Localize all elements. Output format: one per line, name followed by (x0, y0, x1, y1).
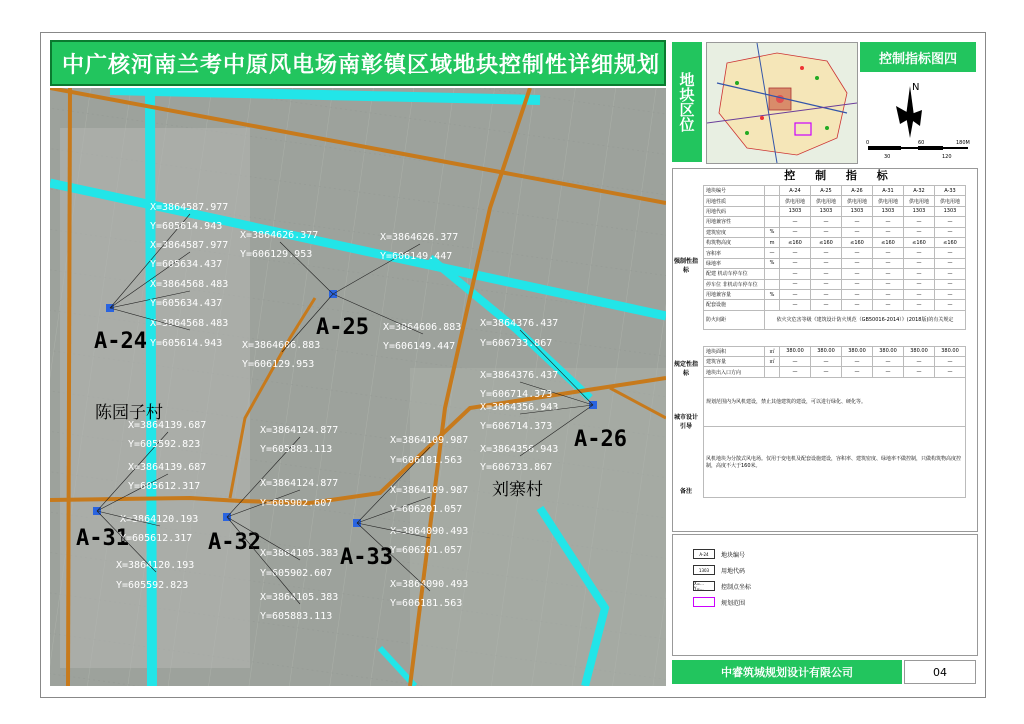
coordinate-label: Y=606201.057 (390, 545, 463, 556)
table-cell: 供电用地 (904, 196, 935, 206)
company-name: 中睿筑城规划设计有限公司 (672, 660, 902, 684)
legend-label: 规划范围 (721, 599, 746, 607)
legend-item (693, 597, 745, 607)
table-cell: — (935, 289, 966, 299)
page-number: 04 (904, 660, 976, 684)
table-cell: 供电用地 (935, 196, 966, 206)
coordinate-label: Y=605902.607 (260, 498, 333, 509)
table-cell: — (873, 258, 904, 268)
table-cell: — (873, 300, 904, 310)
table-cell: — (780, 300, 811, 310)
table-cell: 防火间距 (704, 310, 765, 329)
table-cell: — (904, 258, 935, 268)
table-cell: — (904, 248, 935, 258)
coordinate-label: Y=605614.943 (150, 221, 223, 232)
table-cell: 380.00 (811, 346, 842, 356)
coordinate-label: X=3864376.437 (480, 318, 559, 329)
table-cell: — (842, 217, 873, 227)
location-label: 地块区位 (672, 42, 702, 162)
coordinate-label: Y=605612.317 (128, 481, 201, 492)
table-cell: — (842, 269, 873, 279)
coordinate-label: Y=606149.447 (380, 251, 453, 262)
river (150, 88, 152, 686)
location-inset-map[interactable] (706, 42, 858, 164)
coordinate-label: X=3864109.987 (390, 485, 469, 496)
table-row (704, 217, 966, 227)
table-cell: 地块出入口方向 (704, 367, 765, 377)
village-label: 刘寨村 (492, 480, 543, 500)
table-cell (765, 279, 780, 289)
parcel-id-label: A-26 (574, 427, 627, 452)
parcel-id-label: A-25 (316, 315, 369, 340)
table-cell: — (873, 279, 904, 289)
table-cell: — (811, 300, 842, 310)
table-row (704, 227, 966, 237)
coordinate-label: X=3864120.193 (116, 560, 195, 571)
notes-label: 备注 (679, 487, 692, 495)
table-row (704, 367, 966, 377)
village-label: 陈园子村 (95, 403, 163, 423)
map-svg (50, 88, 666, 686)
table-cell: 用地性质 (704, 196, 765, 206)
coordinate-label: Y=605634.437 (150, 259, 223, 270)
table-cell: — (811, 367, 842, 377)
coordinate-label: Y=606714.373 (480, 389, 553, 400)
table-cell: — (780, 279, 811, 289)
table-cell: 用地代码 (704, 206, 765, 216)
legend-symbol (693, 597, 715, 607)
coordinate-label: X=3864568.483 (150, 279, 229, 290)
table-cell: — (842, 367, 873, 377)
table-cell: A-31 (873, 186, 904, 196)
coordinate-label: X=3864139.687 (128, 420, 207, 431)
coordinate-label: X=3864090.493 (390, 526, 469, 537)
table-row (704, 206, 966, 216)
table-row (704, 357, 966, 367)
table-cell: — (935, 227, 966, 237)
table-cell: — (842, 227, 873, 237)
table-cell: — (842, 258, 873, 268)
coordinate-label: X=3864606.883 (242, 340, 321, 351)
parcel-id-label: A-32 (208, 530, 261, 555)
table-cell: — (935, 300, 966, 310)
legend-item (693, 581, 751, 591)
table-cell: — (904, 367, 935, 377)
table-cell: 绿地率 (704, 258, 765, 268)
table-cell: — (811, 227, 842, 237)
coordinate-label: Y=606181.563 (390, 455, 463, 466)
table-cell: — (935, 357, 966, 367)
control-indicator-panel (672, 168, 978, 532)
table-cell: 380.00 (842, 346, 873, 356)
table-cell: — (873, 217, 904, 227)
table-cell: 供电用地 (873, 196, 904, 206)
table-cell: — (780, 217, 811, 227)
table-cell: % (765, 227, 780, 237)
table-row (704, 248, 966, 258)
table-cell: — (935, 269, 966, 279)
coordinate-label: X=3864356.943 (480, 402, 559, 413)
north-arrow-box (860, 76, 976, 162)
table-cell: 用地兼容性 (704, 217, 765, 227)
table-cell: — (765, 248, 780, 258)
table-cell: A-32 (904, 186, 935, 196)
coordinate-label: X=3864090.493 (390, 579, 469, 590)
table-cell: 1303 (780, 206, 811, 216)
coordinate-label: X=3864626.377 (240, 230, 319, 241)
table-cell: ≤160 (811, 237, 842, 247)
table-cell: 地块编号 (704, 186, 765, 196)
north-letter: N (912, 82, 920, 93)
coordinate-label: Y=605634.437 (150, 298, 223, 309)
table-cell: — (811, 289, 842, 299)
parcel-id-label: A-33 (340, 545, 393, 570)
scale-label: 0 (866, 140, 870, 146)
table-cell: 地块面积 (704, 346, 765, 356)
table-cell: 供电用地 (780, 196, 811, 206)
legend (672, 534, 978, 656)
scale-label: 60 (918, 140, 925, 146)
table-cell: A-24 (780, 186, 811, 196)
mandatory-label: 强制性指标 (673, 258, 698, 274)
coordinate-label: Y=605592.823 (116, 580, 189, 591)
coordinate-label: X=3864626.377 (380, 232, 459, 243)
table-cell: — (904, 289, 935, 299)
coordinate-label: Y=606149.447 (383, 341, 456, 352)
coordinate-label: Y=606129.953 (242, 359, 315, 370)
parcel-id-label: A-24 (94, 329, 147, 354)
table-cell: — (811, 279, 842, 289)
coordinate-label: Y=606714.373 (480, 421, 553, 432)
table-cell (765, 217, 780, 227)
text-row (704, 426, 966, 497)
table-cell: — (873, 367, 904, 377)
coordinate-label: Y=606129.953 (240, 249, 313, 260)
table-cell (704, 329, 966, 346)
table-cell: — (842, 248, 873, 258)
table-cell: 风机地块为分散式风电场。仅用于变电机及配套设施建设，容积率、建筑密度、绿地率不做控制，只做构筑物高度控制，高度不大于160米。 (704, 426, 966, 497)
parcel-id-label: A-31 (76, 526, 129, 551)
control-title: 控 制 指 标 (784, 169, 896, 182)
table-cell: — (842, 357, 873, 367)
table-cell: — (811, 258, 842, 268)
scale-label: 180M (956, 140, 970, 146)
text-row (704, 377, 966, 426)
coordinate-label: Y=606181.563 (390, 598, 463, 609)
table-cell: — (780, 289, 811, 299)
table-cell: 1303 (873, 206, 904, 216)
table-cell: ≤160 (935, 237, 966, 247)
table-cell: % (765, 289, 780, 299)
table-cell: 380.00 (873, 346, 904, 356)
legend-item (693, 565, 745, 575)
table-gap (704, 329, 966, 346)
coordinate-label: X=3864120.193 (120, 514, 199, 525)
table-cell: 配建 机动车停车位 (704, 269, 765, 279)
table-cell: — (780, 227, 811, 237)
table-row (704, 269, 966, 279)
control-table (703, 185, 966, 498)
table-cell: — (935, 367, 966, 377)
coordinate-label: X=3864606.883 (383, 322, 462, 333)
table-cell: 1303 (904, 206, 935, 216)
table-cell: — (935, 217, 966, 227)
table-cell: 供电用地 (842, 196, 873, 206)
coordinate-label: Y=605902.607 (260, 568, 333, 579)
map-canvas[interactable] (50, 88, 666, 686)
table-cell: 380.00 (935, 346, 966, 356)
table-cell: 1303 (842, 206, 873, 216)
table-cell (765, 186, 780, 196)
fire-row (704, 310, 966, 329)
table-cell (765, 206, 780, 216)
table-row (704, 237, 966, 247)
table-cell: — (811, 248, 842, 258)
table-cell: ≤160 (842, 237, 873, 247)
table-cell: — (935, 248, 966, 258)
guide-label: 规定性指标 (673, 361, 698, 377)
table-cell: — (904, 357, 935, 367)
table-cell: 规划范围内为风机建设，禁止其他建筑的建设，可以进行绿化、硬化等。 (704, 377, 966, 426)
table-cell: — (935, 258, 966, 268)
table-cell: ㎡ (765, 357, 780, 367)
coordinate-label: X=3864356.943 (480, 444, 559, 455)
table-cell: — (873, 357, 904, 367)
table-cell: 停车位 非机动车停车位 (704, 279, 765, 289)
table-cell (765, 367, 780, 377)
coordinate-label: X=3864105.383 (260, 548, 339, 559)
inset-svg (707, 43, 857, 163)
coordinate-label: Y=605883.113 (260, 611, 333, 622)
table-cell: — (904, 300, 935, 310)
table-cell: 建筑容量 (704, 357, 765, 367)
table-cell: — (780, 248, 811, 258)
table-cell: — (811, 269, 842, 279)
table-row (704, 289, 966, 299)
table-cell: 依火灾危害等级《建筑设计防火规范（GB50016-2014）》(2018版)的有关规定 (765, 310, 966, 329)
table-cell: 建筑密度 (704, 227, 765, 237)
legend-symbol: 1303 (693, 565, 715, 575)
legend-symbol: A-24 (693, 549, 715, 559)
table-header-row (704, 186, 966, 196)
table-cell: — (873, 269, 904, 279)
table-cell: ≤160 (780, 237, 811, 247)
coordinate-label: Y=605592.823 (128, 439, 201, 450)
table-cell: 1303 (811, 206, 842, 216)
table-cell: % (765, 258, 780, 268)
table-cell: 380.00 (780, 346, 811, 356)
table-cell: — (780, 269, 811, 279)
table-row (704, 279, 966, 289)
table-row (704, 346, 966, 356)
legend-label: 地块编号 (721, 551, 746, 559)
table-cell: — (904, 217, 935, 227)
urban-design-label: 城市设计引导 (673, 414, 698, 430)
table-cell: 380.00 (904, 346, 935, 356)
table-row (704, 300, 966, 310)
table-cell: A-33 (935, 186, 966, 196)
table-cell: — (780, 367, 811, 377)
coordinate-label: X=3864109.987 (390, 435, 469, 446)
table-cell: A-25 (811, 186, 842, 196)
coordinate-label: Y=605883.113 (260, 444, 333, 455)
table-cell: ≤160 (904, 237, 935, 247)
table-cell: 供电用地 (811, 196, 842, 206)
table-cell: — (935, 279, 966, 289)
table-cell: — (811, 357, 842, 367)
table-cell (765, 269, 780, 279)
table-cell: m (765, 237, 780, 247)
table-cell (765, 300, 780, 310)
scale-label: 30 (884, 154, 891, 160)
road (68, 88, 70, 686)
coordinate-label: X=3864376.437 (480, 370, 559, 381)
table-cell: A-26 (842, 186, 873, 196)
coordinate-label: X=3864124.877 (260, 425, 339, 436)
legend-label: 用地代码 (721, 567, 746, 575)
coordinate-label: X=3864139.687 (128, 462, 207, 473)
table-cell: — (873, 248, 904, 258)
legend-label: 控制点坐标 (721, 583, 752, 591)
table-cell: — (842, 300, 873, 310)
table-cell: — (780, 258, 811, 268)
coordinate-label: Y=606733.867 (480, 338, 553, 349)
coordinate-label: Y=605614.943 (150, 338, 223, 349)
legend-item (693, 549, 745, 559)
table-cell: — (780, 357, 811, 367)
coordinate-label: X=3864124.877 (260, 478, 339, 489)
coordinate-label: X=3864105.383 (260, 592, 339, 603)
plan-title-bar (50, 40, 666, 86)
table-cell: 构筑物高度 (704, 237, 765, 247)
table-cell: — (904, 279, 935, 289)
table-cell: — (904, 227, 935, 237)
table-cell: 容积率 (704, 248, 765, 258)
scale-label: 120 (942, 154, 952, 160)
table-cell: 配套设施 (704, 300, 765, 310)
table-cell: — (904, 269, 935, 279)
table-cell: 用地兼容量 (704, 289, 765, 299)
table-cell: ㎡ (765, 346, 780, 356)
table-row (704, 258, 966, 268)
table-cell: 1303 (935, 206, 966, 216)
coordinate-label: X=3864587.977 (150, 202, 229, 213)
table-cell: — (842, 279, 873, 289)
coordinate-label: X=3864568.483 (150, 318, 229, 329)
coordinate-label: Y=606201.057 (390, 504, 463, 515)
table-cell: — (873, 227, 904, 237)
coordinate-label: Y=606733.867 (480, 462, 553, 473)
table-cell: ≤160 (873, 237, 904, 247)
north-arrow-icon (860, 76, 976, 162)
sheet-title: 控制指标图四 (860, 42, 976, 72)
table-cell (765, 196, 780, 206)
coordinate-label: Y=605612.317 (120, 533, 193, 544)
coordinate-label: X=3864587.977 (150, 240, 229, 251)
table-cell: — (873, 289, 904, 299)
table-cell: — (811, 217, 842, 227)
table-row (704, 196, 966, 206)
table-cell: — (842, 289, 873, 299)
plan-title: 中广核河南兰考中原风电场南彰镇区域地块控制性详细规划 (62, 52, 661, 78)
legend-symbol: X=... Y=... (693, 581, 715, 591)
